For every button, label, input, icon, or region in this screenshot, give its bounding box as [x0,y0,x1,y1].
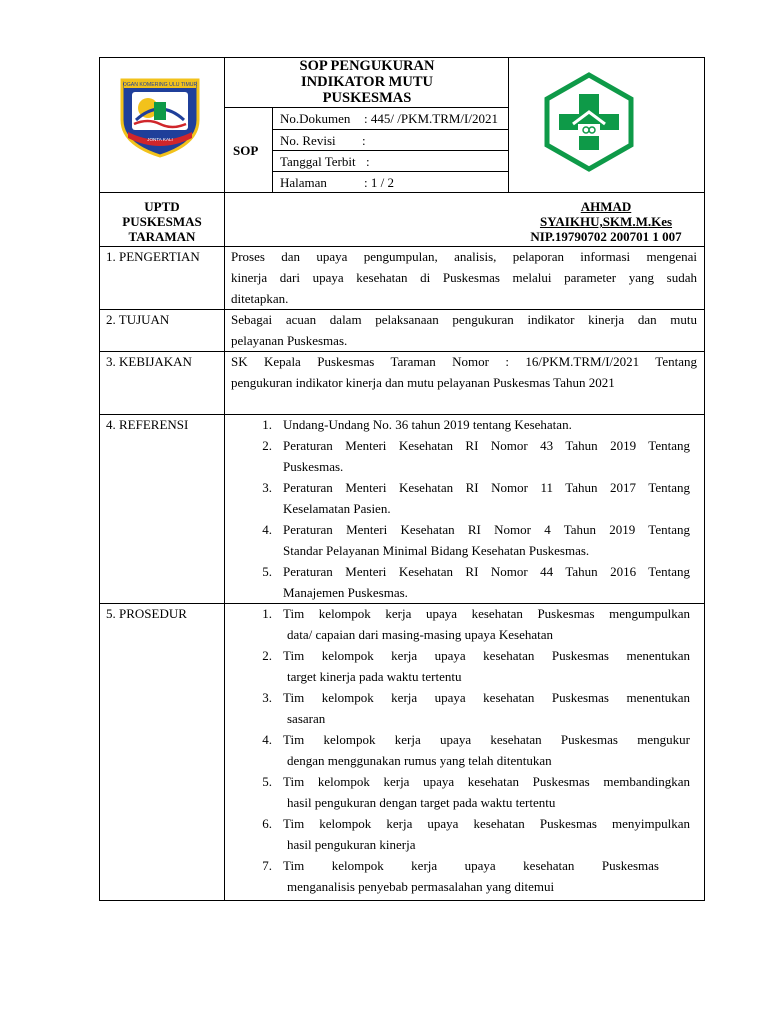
section-label-referensi: 4. REFERENSI [106,417,189,432]
section-label-kebijakan: 3. KEBIJAKAN [106,354,192,369]
sop-label: SOP [233,143,259,158]
unit-name: UPTD PUSKESMAS TARAMAN [122,199,202,244]
regency-crest-logo [118,74,202,158]
section-label-tujuan: 2. TUJUAN [106,312,170,327]
document-title: SOP PENGUKURAN INDIKATOR MUTU PUSKESMAS [299,58,435,106]
signatory-nip: NIP.19790702 200701 1 007 [530,229,682,244]
signatory-name: AHMAD [580,199,632,214]
puskesmas-logo [543,72,635,172]
svg-text:OGAN KOMERING ULU TIMUR: OGAN KOMERING ULU TIMUR [122,82,198,88]
signatory [508,199,704,244]
section-label-prosedur: 5. PROSEDUR [106,606,187,621]
section-label-pengertian: 1. PENGERTIAN [106,249,200,264]
svg-text:JONTA KALI: JONTA KALI [147,137,173,142]
signatory-name-2: SYAIKHU,SKM.M.Kes [539,214,673,229]
